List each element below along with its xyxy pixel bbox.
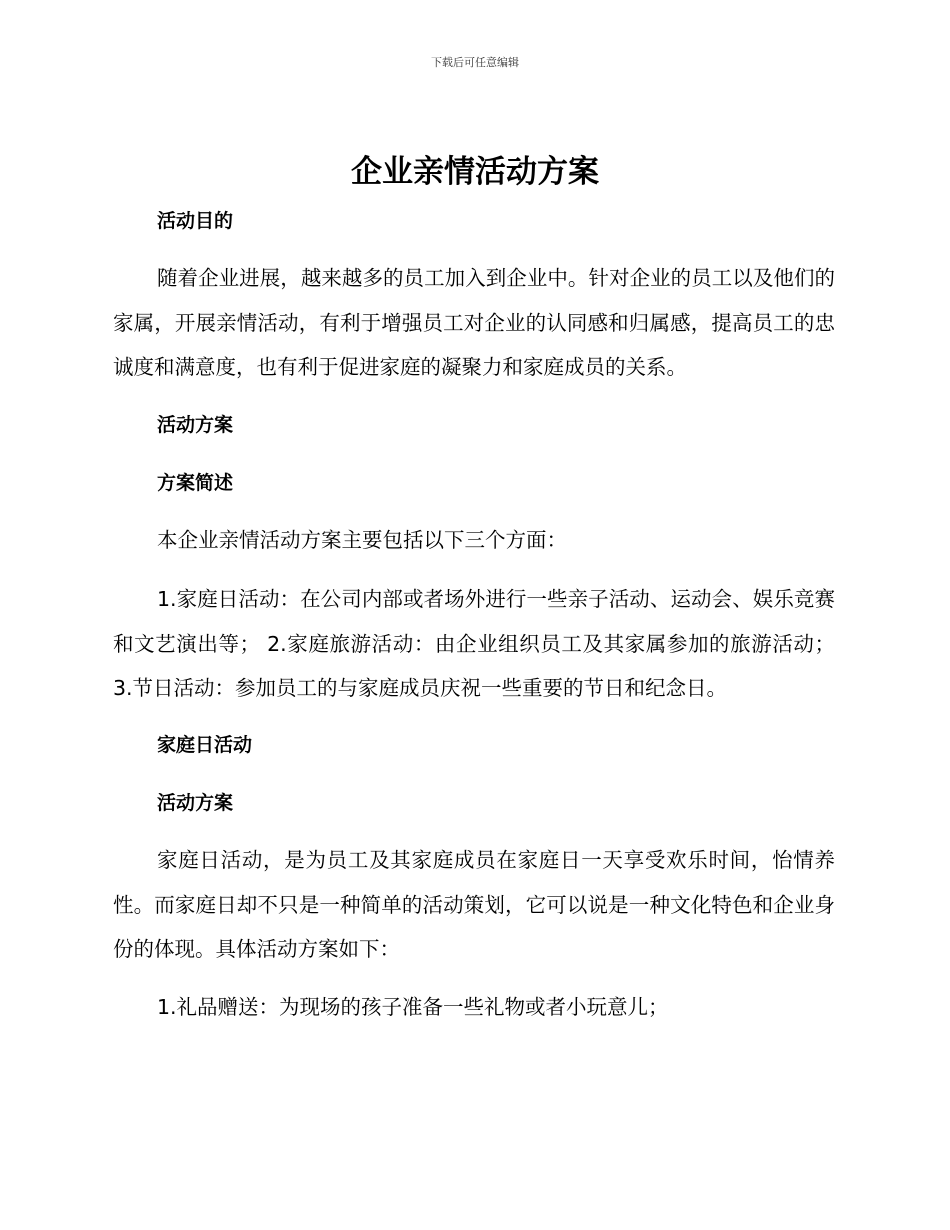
heading-family-day-plan: 活动方案 — [157, 792, 234, 814]
heading-family-day: 家庭日活动 — [157, 734, 253, 756]
paragraph-family-day: 家庭日活动，是为员工及其家庭成员在家庭日一天享受欢乐时间，怡情养性。而家庭日却不只是一种简单的活动策划，它可以说是一种文化特色和企业身份的体现。具体活动方案如下： — [113, 848, 835, 961]
paragraph-activity-purpose: 随着企业进展，越来越多的员工加入到企业中。针对企业的员工以及他们的家属，开展亲情活动，有利于增强员工对企业的认同感和归属感，提高员工的忠诚度和满意度，也有利于促进家庭的凝聚力和家庭成员的关系。 — [113, 266, 835, 379]
heading-activity-plan: 活动方案 — [157, 414, 234, 436]
page-header-note: 下载后可任意编辑 — [431, 56, 519, 69]
paragraph-gift-item: 1.礼品赠送：为现场的孩子准备一些礼物或者小玩意儿； — [157, 995, 669, 1019]
paragraph-overview-items: 1.家庭日活动：在公司内部或者场外进行一些亲子活动、运动会、娱乐竞赛和文艺演出等； 2.家庭旅游活动：由企业组织员工及其家属参加的旅游活动； 3.节日活动：参加员工的与家庭成员庆祝一些重要的节日和纪念日。 — [113, 587, 835, 700]
heading-plan-overview: 方案简述 — [157, 472, 234, 494]
heading-activity-purpose: 活动目的 — [157, 210, 234, 232]
document-title: 企业亲情活动方案 — [351, 154, 599, 190]
paragraph-overview-intro: 本企业亲情活动方案主要包括以下三个方面： — [157, 528, 567, 552]
